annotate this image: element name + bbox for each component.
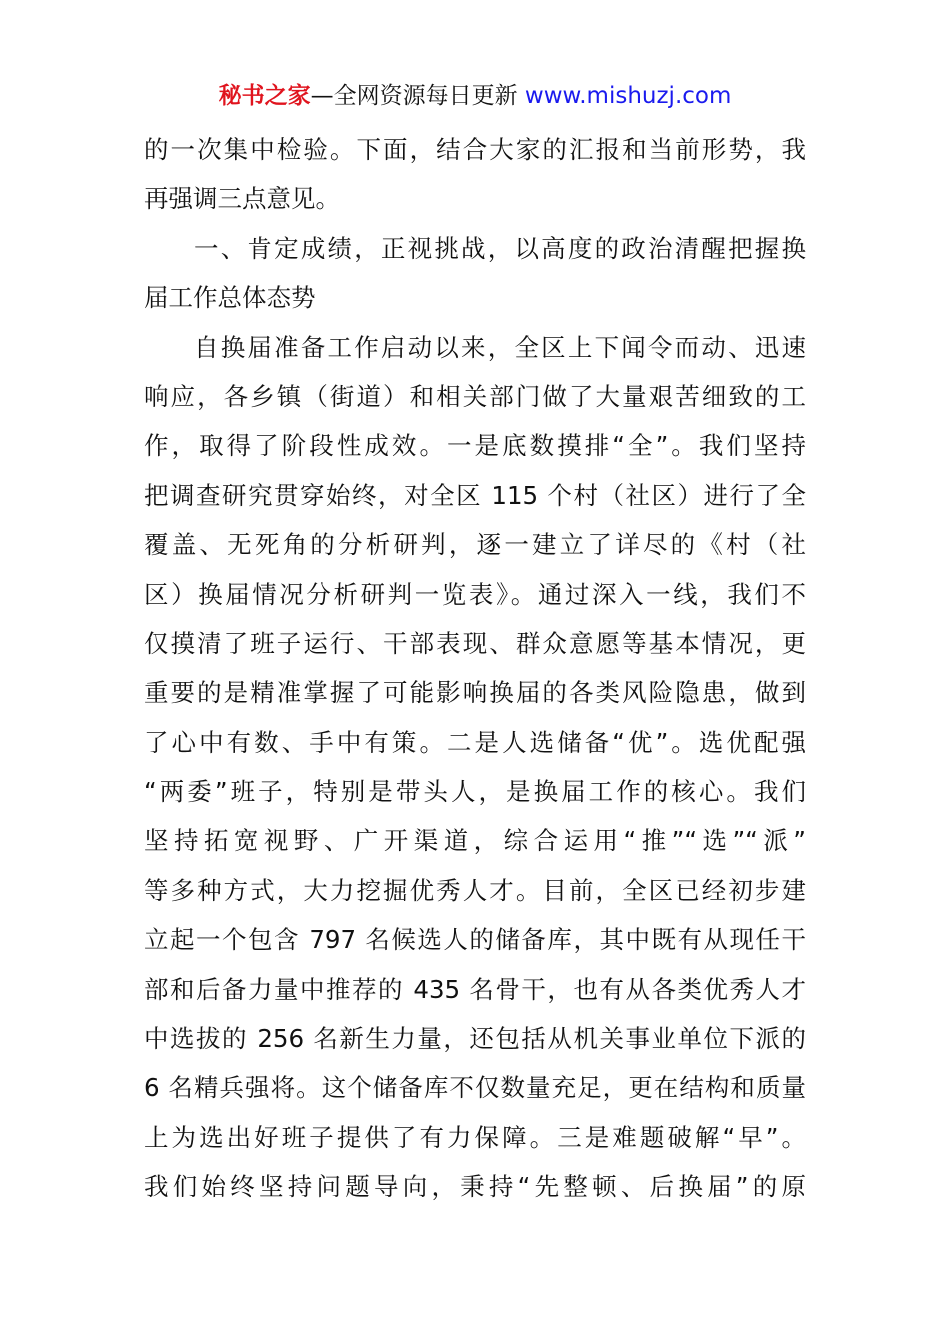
site-header [0, 80, 950, 112]
section-heading-line: 届工作总体态势 [144, 283, 316, 313]
text-line: 仅摸清了班子运行、干部表现、群众意愿等基本情况，更 [144, 628, 806, 658]
site-url-link[interactable]: www.mishuzj.com [524, 83, 732, 109]
text-line: 部和后备力量中推荐的 435 名骨干，也有从各类优秀人才 [144, 974, 806, 1004]
text-line: 把调查研究贯穿始终，对全区 115 个村（社区）进行了全 [144, 480, 806, 510]
text-line: 上为选出好班子提供了有力保障。三是难题破解“早”。 [144, 1122, 806, 1152]
text-line: 区）换届情况分析研判一览表》。通过深入一线，我们不 [144, 579, 806, 609]
site-brand: 秘书之家 [218, 83, 311, 109]
text-line: 作，取得了阶段性成效。一是底数摸排“全”。我们坚持 [144, 431, 806, 461]
document-body [144, 125, 806, 1212]
text-line: 中选拔的 256 名新生力量，还包括从机关事业单位下派的 [144, 1024, 806, 1054]
site-tagline: —全网资源每日更新 [310, 83, 518, 109]
text-line: 的一次集中检验。下面，结合大家的汇报和当前形势，我 [144, 135, 806, 164]
text-line: 响应，各乡镇（街道）和相关部门做了大量艰苦细致的工 [144, 381, 806, 411]
text-line: 重要的是精准掌握了可能影响换届的各类风险隐患，做到 [144, 678, 806, 708]
text-line: 我们始终坚持问题导向，秉持“先整顿、后换届”的原 [144, 1172, 806, 1202]
section-heading-line: 一、肯定成绩，正视挑战，以高度的政治清醒把握换 [194, 233, 806, 263]
text-line: 6 名精兵强将。这个储备库不仅数量充足，更在结构和质量 [144, 1073, 806, 1103]
text-line: 坚持拓宽视野、广开渠道，综合运用“推”“选”“派” [144, 826, 806, 856]
text-line: 等多种方式，大力挖掘优秀人才。目前，全区已经初步建 [144, 875, 806, 905]
text-line: 了心中有数、手中有策。二是人选储备“优”。选优配强 [144, 727, 806, 757]
text-line: “两委”班子，特别是带头人，是换届工作的核心。我们 [144, 777, 806, 807]
text-line: 立起一个包含 797 名候选人的储备库，其中既有从现任干 [144, 925, 806, 955]
text-line: 再强调三点意见。 [144, 184, 340, 214]
text-line: 覆盖、无死角的分析研判，逐一建立了详尽的《村（社 [144, 530, 806, 560]
text-line: 自换届准备工作启动以来，全区上下闻令而动、迅速 [194, 332, 806, 362]
